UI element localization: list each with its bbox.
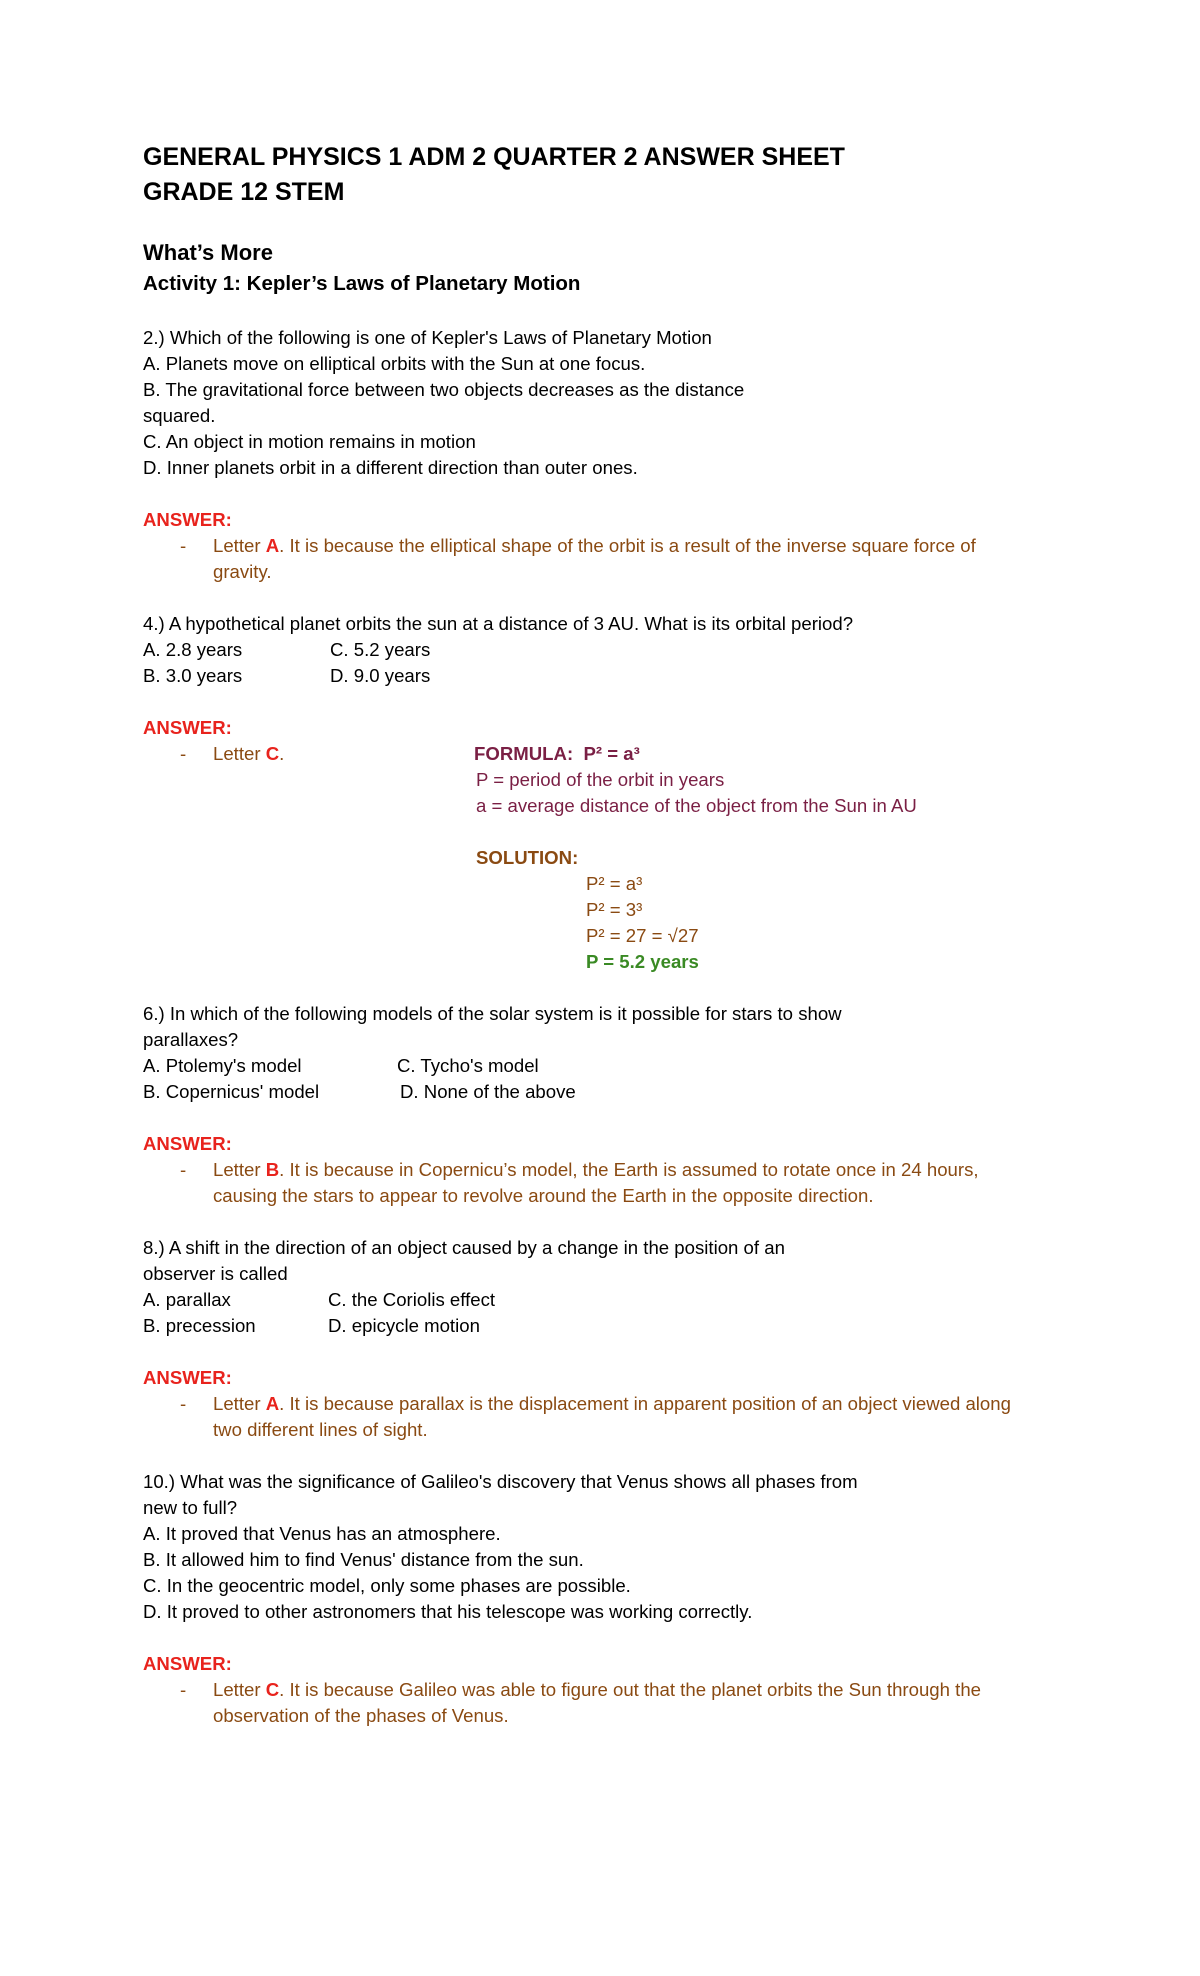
q8-answer-key: A [265,1393,280,1414]
q4-answer-key: C [265,743,280,764]
q2-answer-label: ANSWER: [143,509,232,530]
q2-option-b-cont: squared. [143,405,216,426]
q4-question: 4.) A hypothetical planet orbits the sun at a distance of 3 AU. What is its orbital period? [143,613,854,634]
q4-distance-definition: a = average distance of the object from the Sun in AU [476,795,917,816]
q2-question: 2.) Which of the following is one of Kepler's Laws of Planetary Motion [143,327,712,348]
q4-period-definition: P = period of the orbit in years [476,769,725,790]
activity-heading: Activity 1: Kepler’s Laws of Planetary Motion [143,272,581,295]
formula-label: FORMULA: [474,743,574,764]
q8-option-c: C. the Coriolis effect [328,1289,496,1310]
q8-answer-label: ANSWER: [143,1367,232,1388]
q6-question: 6.) In which of the following models of the solar system is it possible for stars to show [143,1003,842,1024]
q2-option-c: C. An object in motion remains in motion [143,431,476,452]
q10-explanation-cont: observation of the phases of Venus. [213,1705,509,1726]
formula-expression: P² = a³ [583,743,640,764]
q8-question: 8.) A shift in the direction of an object caused by a change in the position of an [143,1237,785,1258]
q8-explanation: . It is because parallax is the displacement in apparent position of an object viewed along [279,1393,1011,1414]
letter-prefix: Letter [213,1679,266,1700]
q10-question-cont: new to full? [143,1497,238,1518]
q6-answer-label: ANSWER: [143,1133,232,1154]
letter-prefix: Letter [213,535,266,556]
q10-question: 10.) What was the significance of Galileo's discovery that Venus shows all phases from [143,1471,858,1492]
q2-option-b: B. The gravitational force between two objects decreases as the distance [143,379,745,400]
q6-option-d: D. None of the above [400,1081,576,1102]
letter-prefix: Letter [213,1159,266,1180]
q4-solution-step1: P² = a³ [586,873,643,894]
q4-solution-step3: P² = 27 = √27 [586,925,699,946]
q8-answer-dash: - [180,1393,187,1414]
q6-option-a: A. Ptolemy's model [143,1055,302,1076]
q8-answer-text [213,1393,1011,1415]
q10-option-c: C. In the geocentric model, only some phases are possible. [143,1575,631,1596]
q4-solution-step2: P² = 3³ [586,899,643,920]
q10-answer-key: C [265,1679,280,1700]
q6-option-b: B. Copernicus' model [143,1081,320,1102]
q8-option-b: B. precession [143,1315,256,1336]
letter-prefix: Letter [213,743,266,764]
q4-option-b: B. 3.0 years [143,665,243,686]
q8-option-a: A. parallax [143,1289,231,1310]
q4-formula [474,743,640,765]
q6-option-c: C. Tycho's model [397,1055,539,1076]
q10-answer-dash: - [180,1679,187,1700]
q6-answer-dash: - [180,1159,187,1180]
q2-option-a: A. Planets move on elliptical orbits with the Sun at one focus. [143,353,646,374]
document-title: GENERAL PHYSICS 1 ADM 2 QUARTER 2 ANSWER SHEET [143,143,845,171]
q2-option-d: D. Inner planets orbit in a different direction than outer ones. [143,457,638,478]
q10-option-b: B. It allowed him to find Venus' distance from the sun. [143,1549,584,1570]
q6-answer-key: B [265,1159,280,1180]
q2-explanation-cont: gravity. [213,561,272,582]
q2-answer-key: A [265,535,280,556]
q2-answer-text [213,535,976,557]
q6-explanation: . It is because in Copernicu’s model, the Earth is assumed to rotate once in 24 hours, [279,1159,979,1180]
q4-explanation: . [279,743,285,764]
q4-option-d: D. 9.0 years [330,665,431,686]
q4-solution-result: P = 5.2 years [586,951,699,972]
q2-explanation: . It is because the elliptical shape of the orbit is a result of the inverse square force of [279,535,976,556]
document-subtitle: GRADE 12 STEM [143,178,345,206]
q6-question-cont: parallaxes? [143,1029,239,1050]
q4-answer-label: ANSWER: [143,717,232,738]
section-heading: What’s More [143,240,273,265]
q4-answer-text [213,743,284,765]
q8-option-d: D. epicycle motion [328,1315,480,1336]
q8-explanation-cont: two different lines of sight. [213,1419,428,1440]
q10-answer-text [213,1679,981,1701]
q4-option-a: A. 2.8 years [143,639,243,660]
q10-option-a: A. It proved that Venus has an atmosphere. [143,1523,501,1544]
q4-option-c: C. 5.2 years [330,639,431,660]
q10-explanation: . It is because Galileo was able to figure out that the planet orbits the Sun through the [279,1679,981,1700]
q10-option-d: D. It proved to other astronomers that his telescope was working correctly. [143,1601,753,1622]
q10-answer-label: ANSWER: [143,1653,232,1674]
q8-question-cont: observer is called [143,1263,288,1284]
q6-explanation-cont: causing the stars to appear to revolve around the Earth in the opposite direction. [213,1185,874,1206]
q4-solution-label: SOLUTION: [476,847,579,868]
q4-answer-dash: - [180,743,187,764]
q6-answer-text [213,1159,979,1181]
q2-answer-dash: - [180,535,187,556]
letter-prefix: Letter [213,1393,266,1414]
